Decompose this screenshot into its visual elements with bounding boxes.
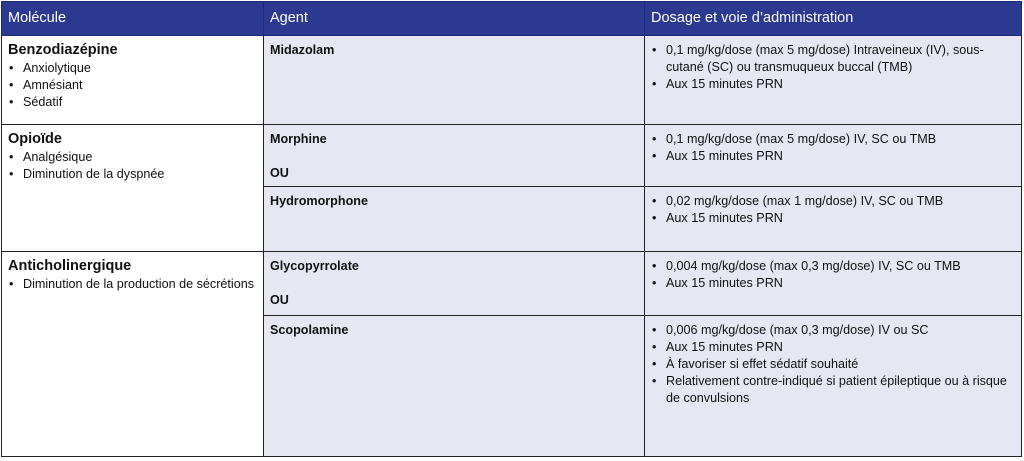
dosage-item: • 0,004 mg/kg/dose (max 0,3 mg/dose) IV, SC ou TMB [651, 258, 1015, 275]
effects-list [8, 149, 257, 183]
dosage-item: • Relativement contre-indiqué si patient épileptique ou à risque de convulsions [651, 373, 1015, 407]
effect-item: • Amnésiant [8, 77, 257, 94]
agent-name: Glycopyrrolate [270, 259, 359, 273]
effect-item: • Diminution de la production de sécrétions [8, 276, 257, 293]
dosage-cell [645, 252, 1022, 316]
medication-table [1, 1, 1022, 457]
dosage-cell [645, 125, 1022, 187]
header-row [2, 2, 1022, 36]
agent-name: Midazolam [270, 43, 335, 57]
agent-cell [264, 187, 645, 252]
dosage-cell [645, 187, 1022, 252]
table-row [2, 125, 1022, 187]
molecule-name: Anticholinergique [8, 258, 132, 274]
dosage-item: • 0,1 mg/kg/dose (max 5 mg/dose) Intraveineux (IV), sous-cutané (SC) ou transmuqueux buccal (TMB) [651, 42, 1015, 76]
dosage-item: • Aux 15 minutes PRN [651, 76, 1015, 93]
agent-name: Hydromorphone [270, 194, 368, 208]
molecule-cell [2, 36, 264, 125]
molecule-cell [2, 125, 264, 252]
table-row [2, 36, 1022, 125]
effects-list [8, 276, 257, 293]
effect-item: • Sédatif [8, 94, 257, 111]
dosage-cell [645, 316, 1022, 457]
dosage-cell [645, 36, 1022, 125]
dosage-list [651, 193, 1015, 227]
molecule-name: Benzodiazépine [8, 42, 118, 58]
effect-item: • Diminution de la dyspnée [8, 166, 257, 183]
dosage-item: • 0,02 mg/kg/dose (max 1 mg/dose) IV, SC ou TMB [651, 193, 1015, 210]
dosage-item: • Aux 15 minutes PRN [651, 339, 1015, 356]
dosage-item: • Aux 15 minutes PRN [651, 275, 1015, 292]
table-row [2, 252, 1022, 316]
header-molecule: Molécule [2, 2, 264, 36]
agent-name: Scopolamine [270, 323, 349, 337]
dosage-item: • À favoriser si effet sédatif souhaité [651, 356, 1015, 373]
molecule-cell [2, 252, 264, 457]
dosage-list [651, 42, 1015, 93]
agent-or-label: OU [270, 293, 289, 307]
header-dosage: Dosage et voie d’administration [645, 2, 1022, 36]
dosage-item: • 0,006 mg/kg/dose (max 0,3 mg/dose) IV ou SC [651, 322, 1015, 339]
header-agent: Agent [264, 2, 645, 36]
dosage-list [651, 131, 1015, 165]
agent-cell [264, 252, 645, 316]
agent-or-label: OU [270, 166, 289, 180]
effects-list [8, 60, 257, 111]
molecule-name: Opioïde [8, 131, 62, 147]
effect-item: • Anxiolytique [8, 60, 257, 77]
effect-item: • Analgésique [8, 149, 257, 166]
agent-cell [264, 125, 645, 187]
agent-name: Morphine [270, 132, 327, 146]
dosage-item: • 0,1 mg/kg/dose (max 5 mg/dose) IV, SC ou TMB [651, 131, 1015, 148]
dosage-item: • Aux 15 minutes PRN [651, 210, 1015, 227]
dosage-list [651, 322, 1015, 407]
dosage-list [651, 258, 1015, 292]
agent-cell [264, 316, 645, 457]
agent-cell [264, 36, 645, 125]
dosage-item: • Aux 15 minutes PRN [651, 148, 1015, 165]
